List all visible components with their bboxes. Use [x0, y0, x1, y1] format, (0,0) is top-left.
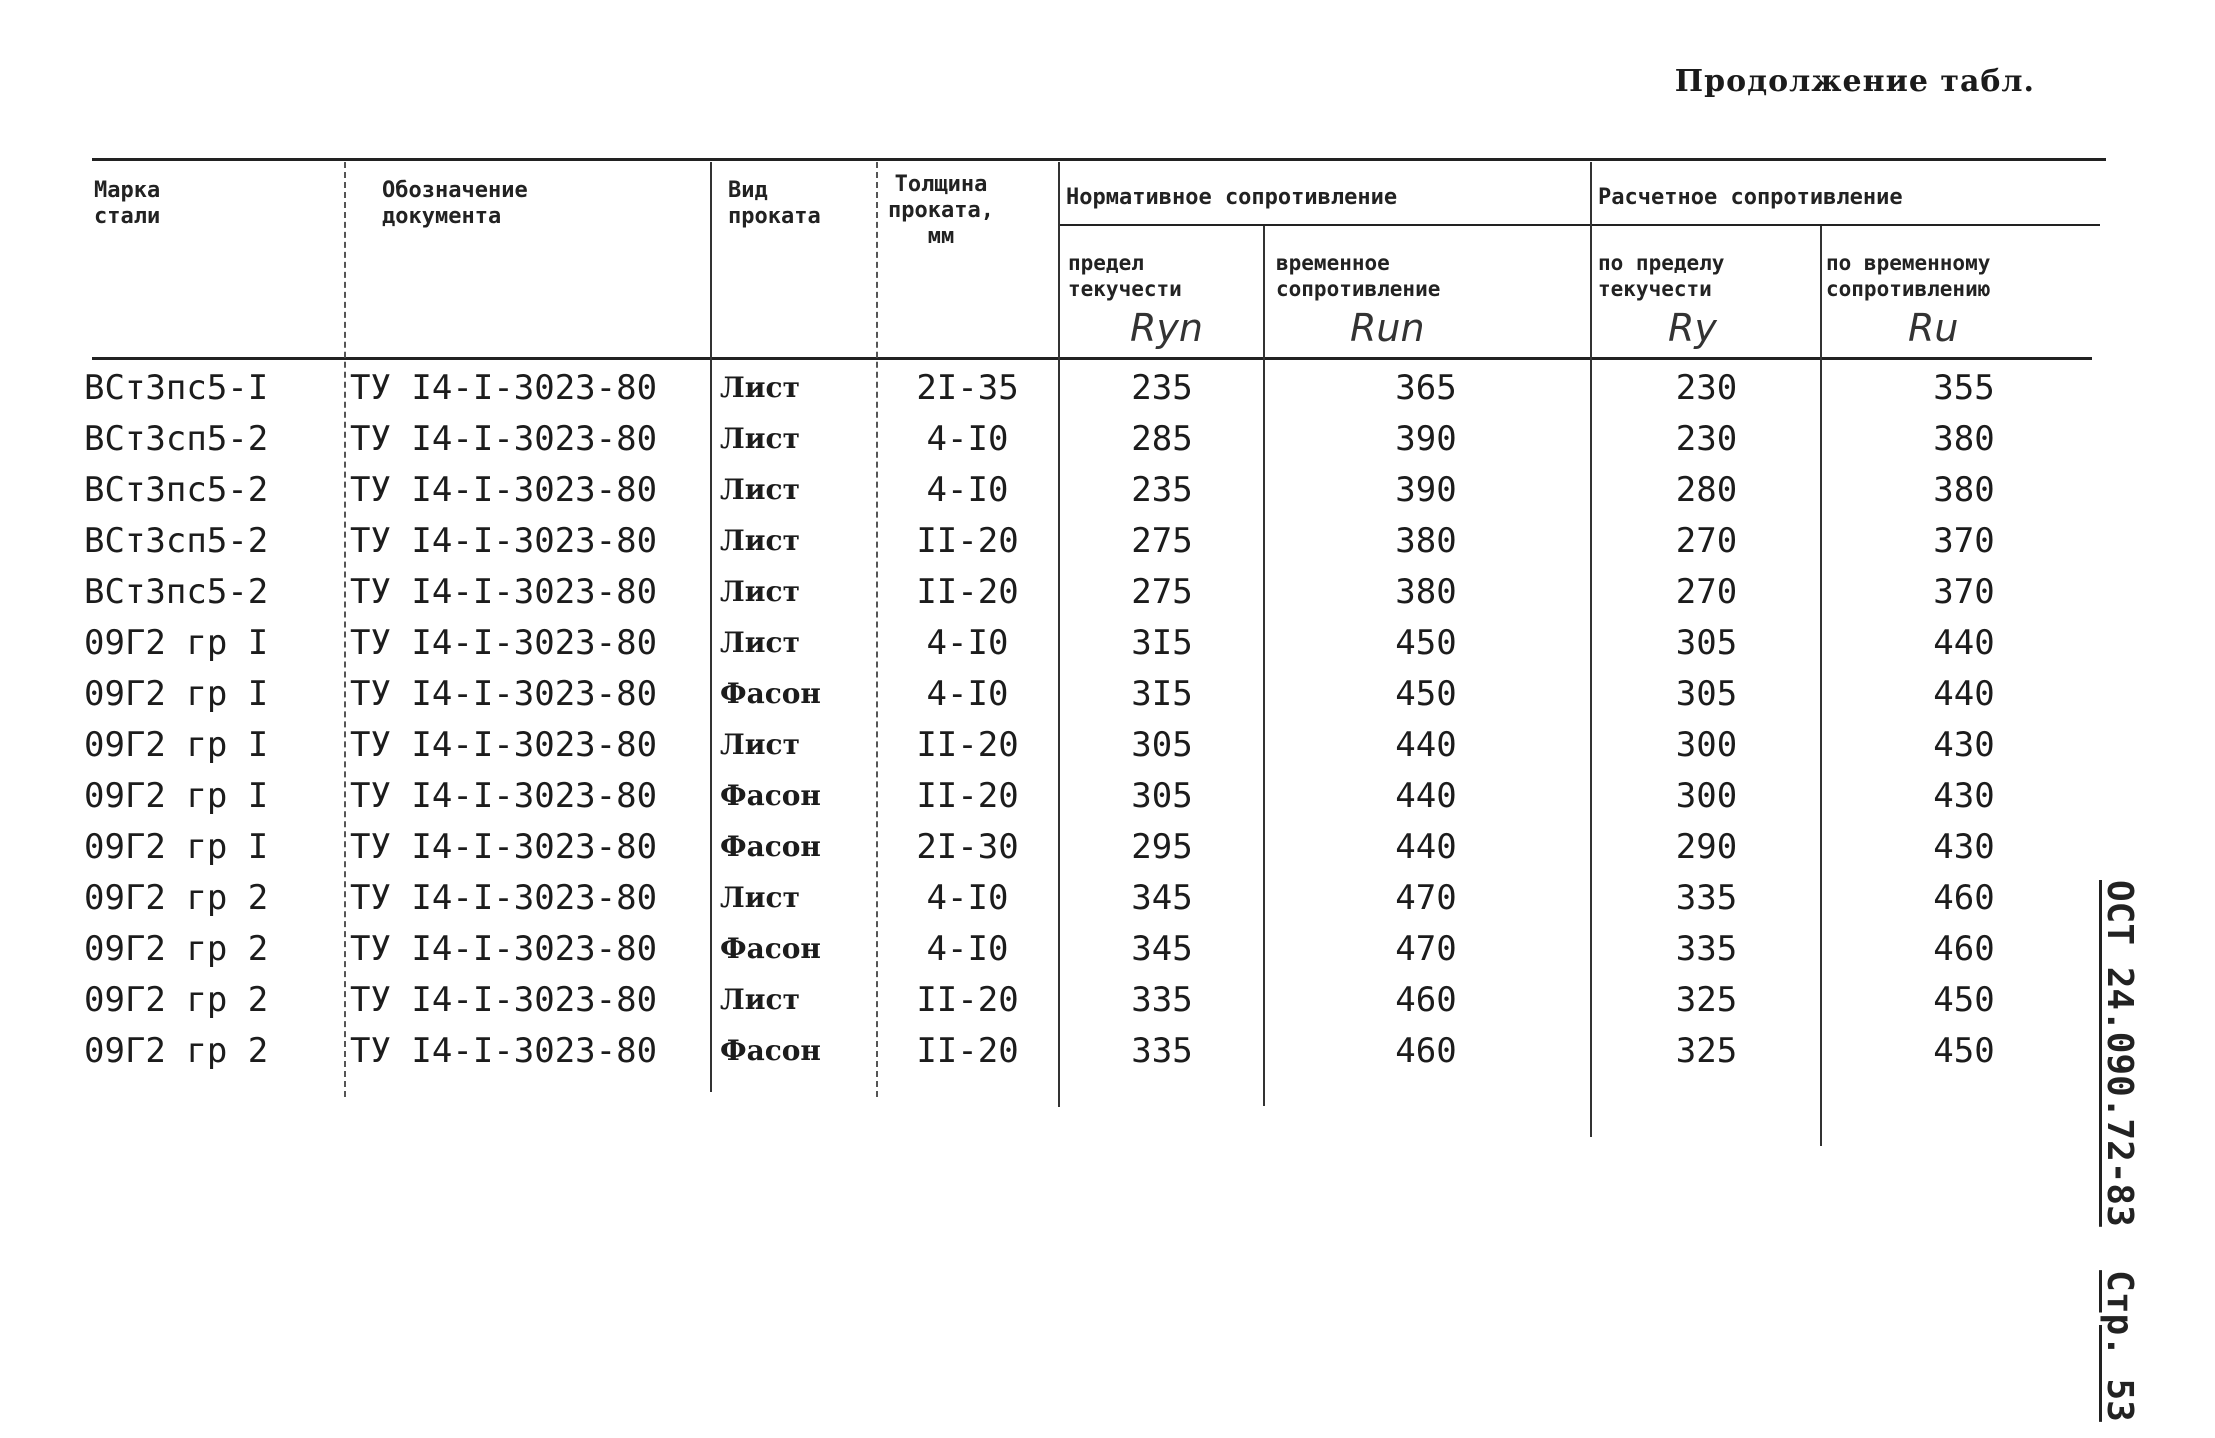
- cell-ryn: 3I5: [1131, 623, 1193, 663]
- header-po-vremennomu: по временному сопротивлению: [1826, 251, 1991, 301]
- cell-run: 390: [1395, 419, 1457, 459]
- header-raschetnoe: Расчетное сопротивление: [1598, 185, 1903, 210]
- cell-ryn: 335: [1131, 1031, 1193, 1071]
- cell-marka: 09Г2 гр I: [84, 725, 269, 765]
- cell-prokat-type: Фасон: [720, 677, 821, 710]
- cell-ry: 280: [1675, 470, 1738, 510]
- cell-ryn: 275: [1131, 521, 1193, 561]
- cell-ryn: 345: [1131, 929, 1193, 969]
- cell-run: 380: [1395, 521, 1457, 561]
- cell-run: 470: [1395, 929, 1457, 969]
- cell-ryn: 305: [1131, 776, 1193, 816]
- cell-ryn: 335: [1131, 980, 1193, 1020]
- cell-marka: 09Г2 гр 2: [84, 929, 269, 969]
- cell-thickness: II-20: [916, 980, 1019, 1020]
- cell-prokat-type: Лист: [720, 983, 800, 1016]
- col-divider: [1590, 162, 1592, 1137]
- cell-document: ТУ I4-I-3023-80: [350, 776, 658, 816]
- cell-run: 440: [1395, 725, 1457, 765]
- cell-ry: 270: [1675, 572, 1738, 612]
- cell-document: ТУ I4-I-3023-80: [350, 470, 658, 510]
- cell-marka: 09Г2 гр I: [84, 827, 269, 867]
- symbol-ru: Ru: [1908, 306, 1959, 350]
- cell-marka: ВСт3пс5-I: [84, 368, 269, 408]
- cell-prokat-type: Фасон: [720, 830, 821, 863]
- cell-marka: 09Г2 гр I: [84, 623, 269, 663]
- cell-ru: 460: [1933, 878, 1995, 918]
- cell-document: ТУ I4-I-3023-80: [350, 674, 658, 714]
- cell-ry: 300: [1675, 725, 1738, 765]
- cell-thickness: II-20: [916, 521, 1019, 561]
- cell-ru: 450: [1933, 1031, 1995, 1071]
- cell-ryn: 3I5: [1131, 674, 1193, 714]
- cell-ry: 230: [1675, 419, 1738, 459]
- cell-marka: ВСт3пс5-2: [84, 572, 269, 612]
- cell-marka: ВСт3сп5-2: [84, 521, 269, 561]
- cell-prokat-type: Лист: [720, 575, 800, 608]
- header-marka: Марка стали: [94, 178, 161, 229]
- cell-thickness: 4-I0: [926, 470, 1009, 510]
- cell-run: 365: [1395, 368, 1457, 408]
- cell-ryn: 235: [1131, 470, 1193, 510]
- cell-ru: 430: [1933, 827, 1995, 867]
- cell-prokat-type: Лист: [720, 524, 800, 557]
- col-divider: [876, 162, 878, 1097]
- col-divider: [1820, 226, 1822, 1146]
- cell-ryn: 345: [1131, 878, 1193, 918]
- subheader-rule: [1060, 224, 2100, 226]
- header-predel-tekuchesti: предел текучести: [1068, 251, 1182, 301]
- cell-document: ТУ I4-I-3023-80: [350, 368, 658, 408]
- header-normativnoe: Нормативное сопротивление: [1066, 185, 1398, 210]
- cell-document: ТУ I4-I-3023-80: [350, 878, 658, 918]
- cell-thickness: 4-I0: [926, 674, 1009, 714]
- cell-thickness: II-20: [916, 572, 1019, 612]
- cell-ru: 370: [1933, 521, 1995, 561]
- cell-prokat-type: Лист: [720, 473, 800, 506]
- cell-marka: ВСт3пс5-2: [84, 470, 269, 510]
- cell-prokat-type: Лист: [720, 422, 800, 455]
- cell-document: ТУ I4-I-3023-80: [350, 623, 658, 663]
- cell-marka: 09Г2 гр I: [84, 776, 269, 816]
- header-oboznachenie: Обозначение документа: [382, 178, 528, 229]
- cell-ru: 380: [1933, 419, 1995, 459]
- cell-prokat-type: Лист: [720, 626, 800, 659]
- cell-ry: 325: [1675, 1031, 1738, 1071]
- cell-thickness: 4-I0: [926, 878, 1009, 918]
- symbol-ryn: Ryn: [1130, 306, 1203, 350]
- continuation-label: Продолжение табл.: [1674, 64, 2035, 99]
- cell-marka: 09Г2 гр I: [84, 674, 269, 714]
- cell-thickness: 4-I0: [926, 623, 1009, 663]
- cell-ry: 290: [1675, 827, 1738, 867]
- cell-marka: 09Г2 гр 2: [84, 878, 269, 918]
- table-top-rule: [92, 158, 2106, 161]
- cell-run: 470: [1395, 878, 1457, 918]
- cell-thickness: II-20: [916, 725, 1019, 765]
- cell-ry: 300: [1675, 776, 1738, 816]
- cell-ru: 440: [1933, 674, 1995, 714]
- cell-thickness: II-20: [916, 776, 1019, 816]
- cell-thickness: 4-I0: [926, 419, 1009, 459]
- cell-document: ТУ I4-I-3023-80: [350, 1031, 658, 1071]
- cell-thickness: 4-I0: [926, 929, 1009, 969]
- cell-document: ТУ I4-I-3023-80: [350, 419, 658, 459]
- cell-ry: 325: [1675, 980, 1738, 1020]
- cell-ru: 380: [1933, 470, 1995, 510]
- cell-document: ТУ I4-I-3023-80: [350, 929, 658, 969]
- cell-ry: 230: [1675, 368, 1738, 408]
- col-divider: [1263, 226, 1265, 1106]
- cell-run: 460: [1395, 980, 1457, 1020]
- page-number: Стр. 53: [2099, 1270, 2140, 1422]
- cell-ry: 305: [1675, 674, 1738, 714]
- cell-ru: 440: [1933, 623, 1995, 663]
- cell-document: ТУ I4-I-3023-80: [350, 725, 658, 765]
- header-bottom-rule: [92, 357, 2092, 360]
- cell-marka: 09Г2 гр 2: [84, 1031, 269, 1071]
- cell-ry: 335: [1675, 929, 1738, 969]
- cell-ry: 335: [1675, 878, 1738, 918]
- cell-document: ТУ I4-I-3023-80: [350, 521, 658, 561]
- cell-ryn: 295: [1131, 827, 1193, 867]
- cell-document: ТУ I4-I-3023-80: [350, 980, 658, 1020]
- cell-document: ТУ I4-I-3023-80: [350, 827, 658, 867]
- cell-ru: 460: [1933, 929, 1995, 969]
- cell-run: 450: [1395, 674, 1457, 714]
- cell-ru: 430: [1933, 725, 1995, 765]
- document-code-label: [2099, 880, 2140, 1422]
- cell-ry: 305: [1675, 623, 1738, 663]
- cell-ryn: 235: [1131, 368, 1193, 408]
- cell-run: 440: [1395, 827, 1457, 867]
- cell-marka: 09Г2 гр 2: [84, 980, 269, 1020]
- cell-ru: 355: [1933, 368, 1995, 408]
- cell-thickness: 2I-35: [916, 368, 1019, 408]
- cell-ru: 430: [1933, 776, 1995, 816]
- cell-ry: 270: [1675, 521, 1738, 561]
- symbol-ry: Ry: [1668, 306, 1717, 350]
- cell-prokat-type: Лист: [720, 371, 800, 404]
- cell-ru: 450: [1933, 980, 1995, 1020]
- cell-run: 450: [1395, 623, 1457, 663]
- cell-ryn: 275: [1131, 572, 1193, 612]
- cell-ru: 370: [1933, 572, 1995, 612]
- cell-thickness: II-20: [916, 1031, 1019, 1071]
- cell-run: 390: [1395, 470, 1457, 510]
- standard-code: ОСТ 24.090.72-83: [2099, 880, 2140, 1227]
- cell-thickness: 2I-30: [916, 827, 1019, 867]
- cell-marka: ВСт3сп5-2: [84, 419, 269, 459]
- header-vid: Вид проката: [728, 178, 821, 229]
- cell-run: 460: [1395, 1031, 1457, 1071]
- col-divider: [344, 162, 346, 1097]
- header-vremennoe: временное сопротивление: [1276, 251, 1441, 301]
- header-po-predelu: по пределу текучести: [1598, 251, 1725, 301]
- header-tolshchina: Толщина проката, мм: [888, 172, 994, 249]
- col-divider: [710, 162, 712, 1092]
- cell-prokat-type: Фасон: [720, 932, 821, 965]
- cell-ryn: 305: [1131, 725, 1193, 765]
- cell-prokat-type: Фасон: [720, 1034, 821, 1067]
- cell-prokat-type: Фасон: [720, 779, 821, 812]
- col-divider: [1058, 162, 1060, 1107]
- symbol-run: Run: [1350, 306, 1425, 350]
- cell-run: 440: [1395, 776, 1457, 816]
- cell-document: ТУ I4-I-3023-80: [350, 572, 658, 612]
- cell-prokat-type: Лист: [720, 728, 800, 761]
- cell-ryn: 285: [1131, 419, 1193, 459]
- cell-prokat-type: Лист: [720, 881, 800, 914]
- cell-run: 380: [1395, 572, 1457, 612]
